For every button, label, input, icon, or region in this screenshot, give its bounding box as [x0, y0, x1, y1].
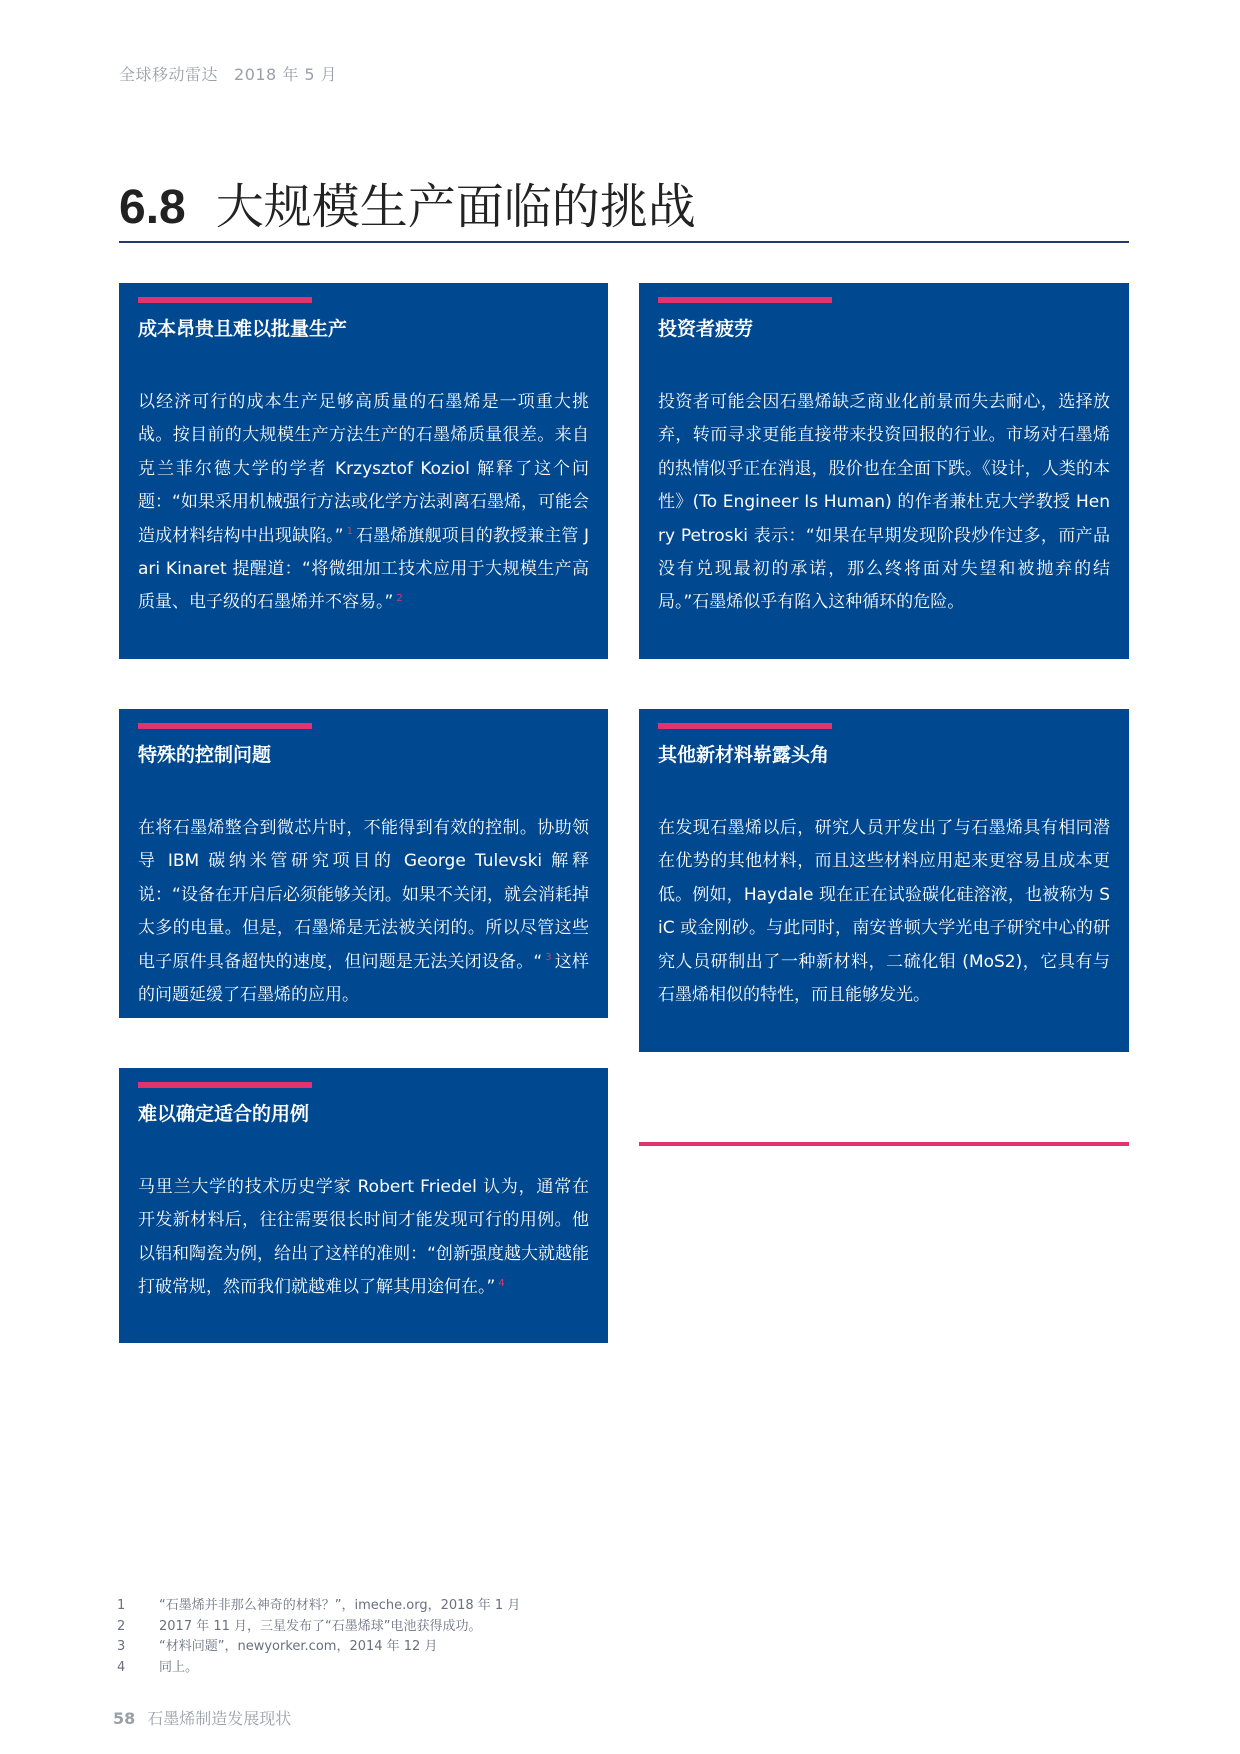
footnote-text: “材料问题”，newyorker.com，2014 年 12 月 [159, 1639, 438, 1654]
card-accent-bar [658, 297, 832, 303]
footnote [117, 1617, 520, 1638]
card-text: 以经济可行的成本生产足够高质量的石墨烯是一项重大挑战。按目前的大规模生产方法生产的石墨烯质量很差。来自克兰菲尔德大学的学者 Krzysztof Koziol 解释了这个问题：“如果采用机械强行方法或化学方法剥离石墨烯，可能会造成材料结构中出现缺陷。” [138, 392, 589, 546]
card-accent-bar [138, 297, 312, 303]
card-body [138, 1171, 589, 1305]
card-new-materials [639, 709, 1129, 1052]
card-text: 在将石墨烯整合到微芯片时，不能得到有效的控制。协助领导 IBM 碳纳米管研究项目的 George Tulevski 解释说：“设备在开启后必须能够关闭。如果不关闭，就会消耗掉太多的电量。但是，石墨烯是无法被关闭的。所以尽管这些电子原件具备超快的速度，但问题是无法关闭设备。“ [138, 818, 589, 972]
page-number: 58 [113, 1709, 136, 1728]
card-title: 其他新材料崭露头角 [658, 744, 830, 766]
footnote [117, 1637, 520, 1658]
running-header [119, 62, 337, 85]
header-brand: 全球移动雷达 [119, 65, 219, 84]
card-use-cases [119, 1068, 608, 1343]
footnotes [117, 1596, 520, 1678]
card-text: 石墨烯旗舰项目的教授兼主管 Jari Kinaret 提醒道：“将微细加工技术应用于大规模生产高质量、电子级的石墨烯并不容易。” [138, 525, 589, 613]
footnote [117, 1658, 520, 1679]
card-investor-fatigue [639, 283, 1129, 659]
footnote-ref[interactable]: 3 [545, 951, 552, 963]
card-accent-bar [138, 723, 312, 729]
accent-divider [639, 1142, 1129, 1146]
card-title: 难以确定适合的用例 [138, 1103, 310, 1125]
footnote-number: 1 [117, 1598, 126, 1613]
card-title: 特殊的控制问题 [138, 744, 272, 766]
card-title: 投资者疲劳 [658, 318, 754, 340]
card-text: 马里兰大学的技术历史学家 Robert Friedel 认为，通常在开发新材料后，往往需要很长时间才能发现可行的用例。他以铝和陶瓷为例，给出了这样的准则：“创新强度越大就越能打破常规，然而我们就越难以了解其用途何在。” [138, 1177, 589, 1298]
card-body [138, 386, 589, 620]
card-title: 成本昂贵且难以批量生产 [138, 318, 348, 340]
page-footer [113, 1706, 291, 1729]
card-text: 这样的问题延缓了石墨烯的应用。 [138, 951, 589, 1006]
footnote-text: 2017 年 11 月，三星发布了“石墨烯球”电池获得成功。 [159, 1618, 482, 1634]
footnote-ref[interactable]: 4 [498, 1277, 505, 1289]
card-control-problem [119, 709, 608, 1018]
section-number: 6.8 [119, 181, 186, 234]
section-heading: 大规模生产面临的挑战 [215, 179, 696, 235]
footnote-text: “石墨烯并非那么神奇的材料？”，imeche.org，2018 年 1 月 [159, 1598, 521, 1613]
card-accent-bar [138, 1082, 312, 1088]
card-body: 在发现石墨烯以后，研究人员开发出了与石墨烯具有相同潜在优势的其他材料，而且这些材料应用起来更容易且成本更低。例如，Haydale 现在正在试验碳化硅溶液，也被称为 SiC 或金刚砂。与此同时，南安普顿大学光电子研究中心的研究人员研制出了一种新材料，二硫化钼 (MoS2)，它具有与石墨烯相似的特性，而且能够发光。 [658, 818, 1110, 1006]
card-body [138, 812, 589, 1012]
card-accent-bar [658, 723, 832, 729]
document-title: 石墨烯制造发展现状 [147, 1709, 292, 1728]
section-title [119, 168, 696, 237]
footnote-ref[interactable]: 1 [346, 525, 353, 537]
footnote-number: 3 [117, 1639, 126, 1654]
footnote-text: 同上。 [159, 1659, 199, 1675]
footnote-ref[interactable]: 2 [396, 592, 403, 604]
footnote-number: 4 [117, 1659, 126, 1675]
footnote-number: 2 [117, 1618, 126, 1634]
header-date: 2018 年 5 月 [234, 65, 338, 84]
footnote [117, 1596, 520, 1617]
card-cost [119, 283, 608, 659]
title-divider [119, 241, 1129, 243]
card-body: 投资者可能会因石墨烯缺乏商业化前景而失去耐心，选择放弃，转而寻求更能直接带来投资回报的行业。市场对石墨烯的热情似乎正在消退，股价也在全面下跌。《设计，人类的本性》(To Engineer Is Human) 的作者兼杜克大学教授 Henry Petroski 表示：“如果在早期发现阶段炒作过多，而产品没有兑现最初的承诺，那么终将面对失望和被抛弃的结局。”石墨烯似乎有陷入这种循环的危险。 [658, 392, 1110, 613]
